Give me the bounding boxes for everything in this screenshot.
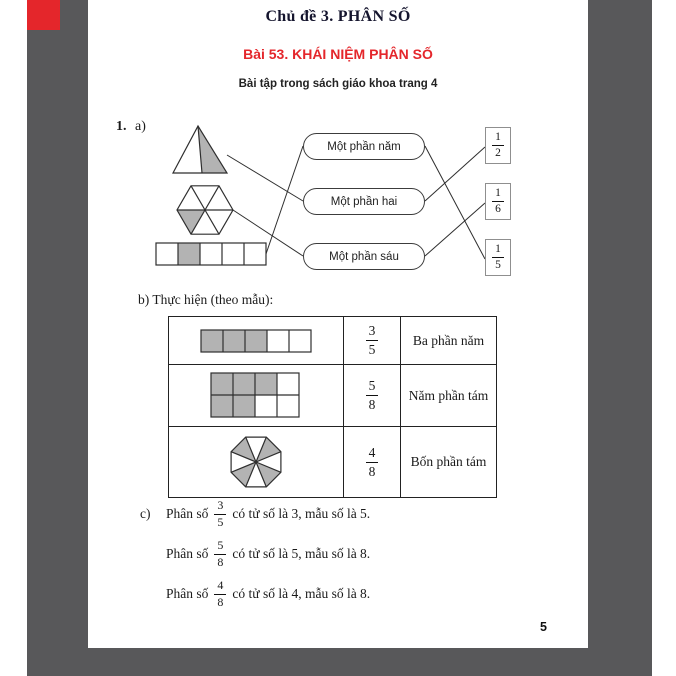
part-c-line [140, 494, 370, 534]
sentence-prefix: Phân số [166, 586, 209, 601]
fraction-name: Năm phần tám [408, 387, 489, 403]
octagon-four-eighths-shape [225, 431, 287, 493]
fraction-denominator: 2 [495, 146, 501, 159]
red-corner-tab [27, 0, 60, 30]
fraction-box-1-5 [485, 239, 511, 276]
strip-fifths-shape [156, 243, 266, 265]
exercise-1a-label [116, 119, 146, 135]
fraction-numerator: 3 [214, 499, 226, 514]
grid-five-eighths-shape [210, 372, 302, 420]
book-cover-frame [27, 0, 652, 676]
strip-three-fifths-shape [200, 329, 312, 353]
triangle-halves-shape [173, 126, 227, 173]
fraction-denominator: 5 [495, 258, 501, 271]
fraction-numerator: 4 [366, 445, 379, 463]
fraction-denominator: 8 [368, 463, 376, 479]
part-b-label: b) Thực hiện (theo mẫu): [138, 292, 274, 307]
table-shape-cell [169, 365, 344, 427]
part-c-line [140, 574, 370, 614]
table-shape-cell [169, 317, 344, 365]
sentence-prefix: Phân số [166, 546, 209, 561]
sentence-prefix: Phân số [166, 506, 209, 521]
table-shape-cell [169, 427, 344, 497]
sentence-suffix: có tử số là 4, mẫu số là 8. [232, 586, 371, 601]
fraction-numerator: 3 [366, 323, 379, 341]
sentence-suffix: có tử số là 5, mẫu số là 8. [232, 546, 371, 561]
fraction-numerator: 1 [492, 130, 504, 146]
fraction-name: Bốn phần tám [410, 454, 487, 469]
matching-diagram [148, 113, 528, 291]
chapter-title: Chủ đề 3. PHÂN SỐ [265, 8, 411, 25]
fraction-denominator: 6 [495, 202, 501, 215]
source-note: Bài tập trong sách giáo khoa trang 4 [238, 78, 438, 90]
exercise-number: 1. [116, 119, 127, 134]
fraction-denominator: 8 [217, 554, 224, 569]
sentence-suffix: có tử số là 3, mẫu số là 5. [232, 506, 371, 521]
inline-fraction [214, 499, 226, 528]
part-c [140, 494, 370, 614]
fraction-denominator: 8 [368, 397, 376, 412]
fraction-denominator: 8 [217, 594, 224, 609]
match-label-one-fifth: Một phần năm [303, 133, 425, 160]
fraction-denominator: 5 [368, 342, 376, 357]
table-name-cell [401, 317, 496, 365]
table-name-cell [401, 365, 496, 427]
fraction-denominator: 5 [217, 514, 224, 529]
fraction-numerator: 4 [214, 579, 226, 594]
table-fraction [366, 445, 379, 479]
fraction-name: Ba phần năm [412, 332, 485, 348]
fraction-box-1-6 [485, 183, 511, 220]
fraction-numerator: 5 [214, 539, 226, 554]
hexagon-sixths-shape [177, 186, 233, 234]
table-fraction [366, 323, 379, 357]
inline-fraction [214, 539, 226, 568]
fraction-box-1-2 [485, 127, 511, 164]
page-number: 5 [540, 620, 547, 634]
lesson-title: Bài 53. KHÁI NIỆM PHÂN SỐ [243, 46, 433, 62]
table-fraction [366, 378, 379, 412]
table-name-cell [401, 427, 496, 497]
table-fraction-cell [344, 427, 401, 497]
match-label-one-sixth: Một phần sáu [303, 243, 425, 270]
inline-fraction [214, 579, 226, 608]
part-c-line [140, 534, 370, 574]
part-c-label: c) [140, 506, 151, 521]
fraction-numerator: 5 [366, 378, 379, 396]
table-fraction-cell [344, 365, 401, 427]
match-label-one-half: Một phần hai [303, 188, 425, 215]
fraction-table [168, 316, 497, 498]
fraction-numerator: 1 [492, 242, 504, 258]
part-a-label: a) [135, 119, 146, 134]
fraction-numerator: 1 [492, 186, 504, 202]
table-fraction-cell [344, 317, 401, 365]
textbook-page [88, 0, 588, 648]
